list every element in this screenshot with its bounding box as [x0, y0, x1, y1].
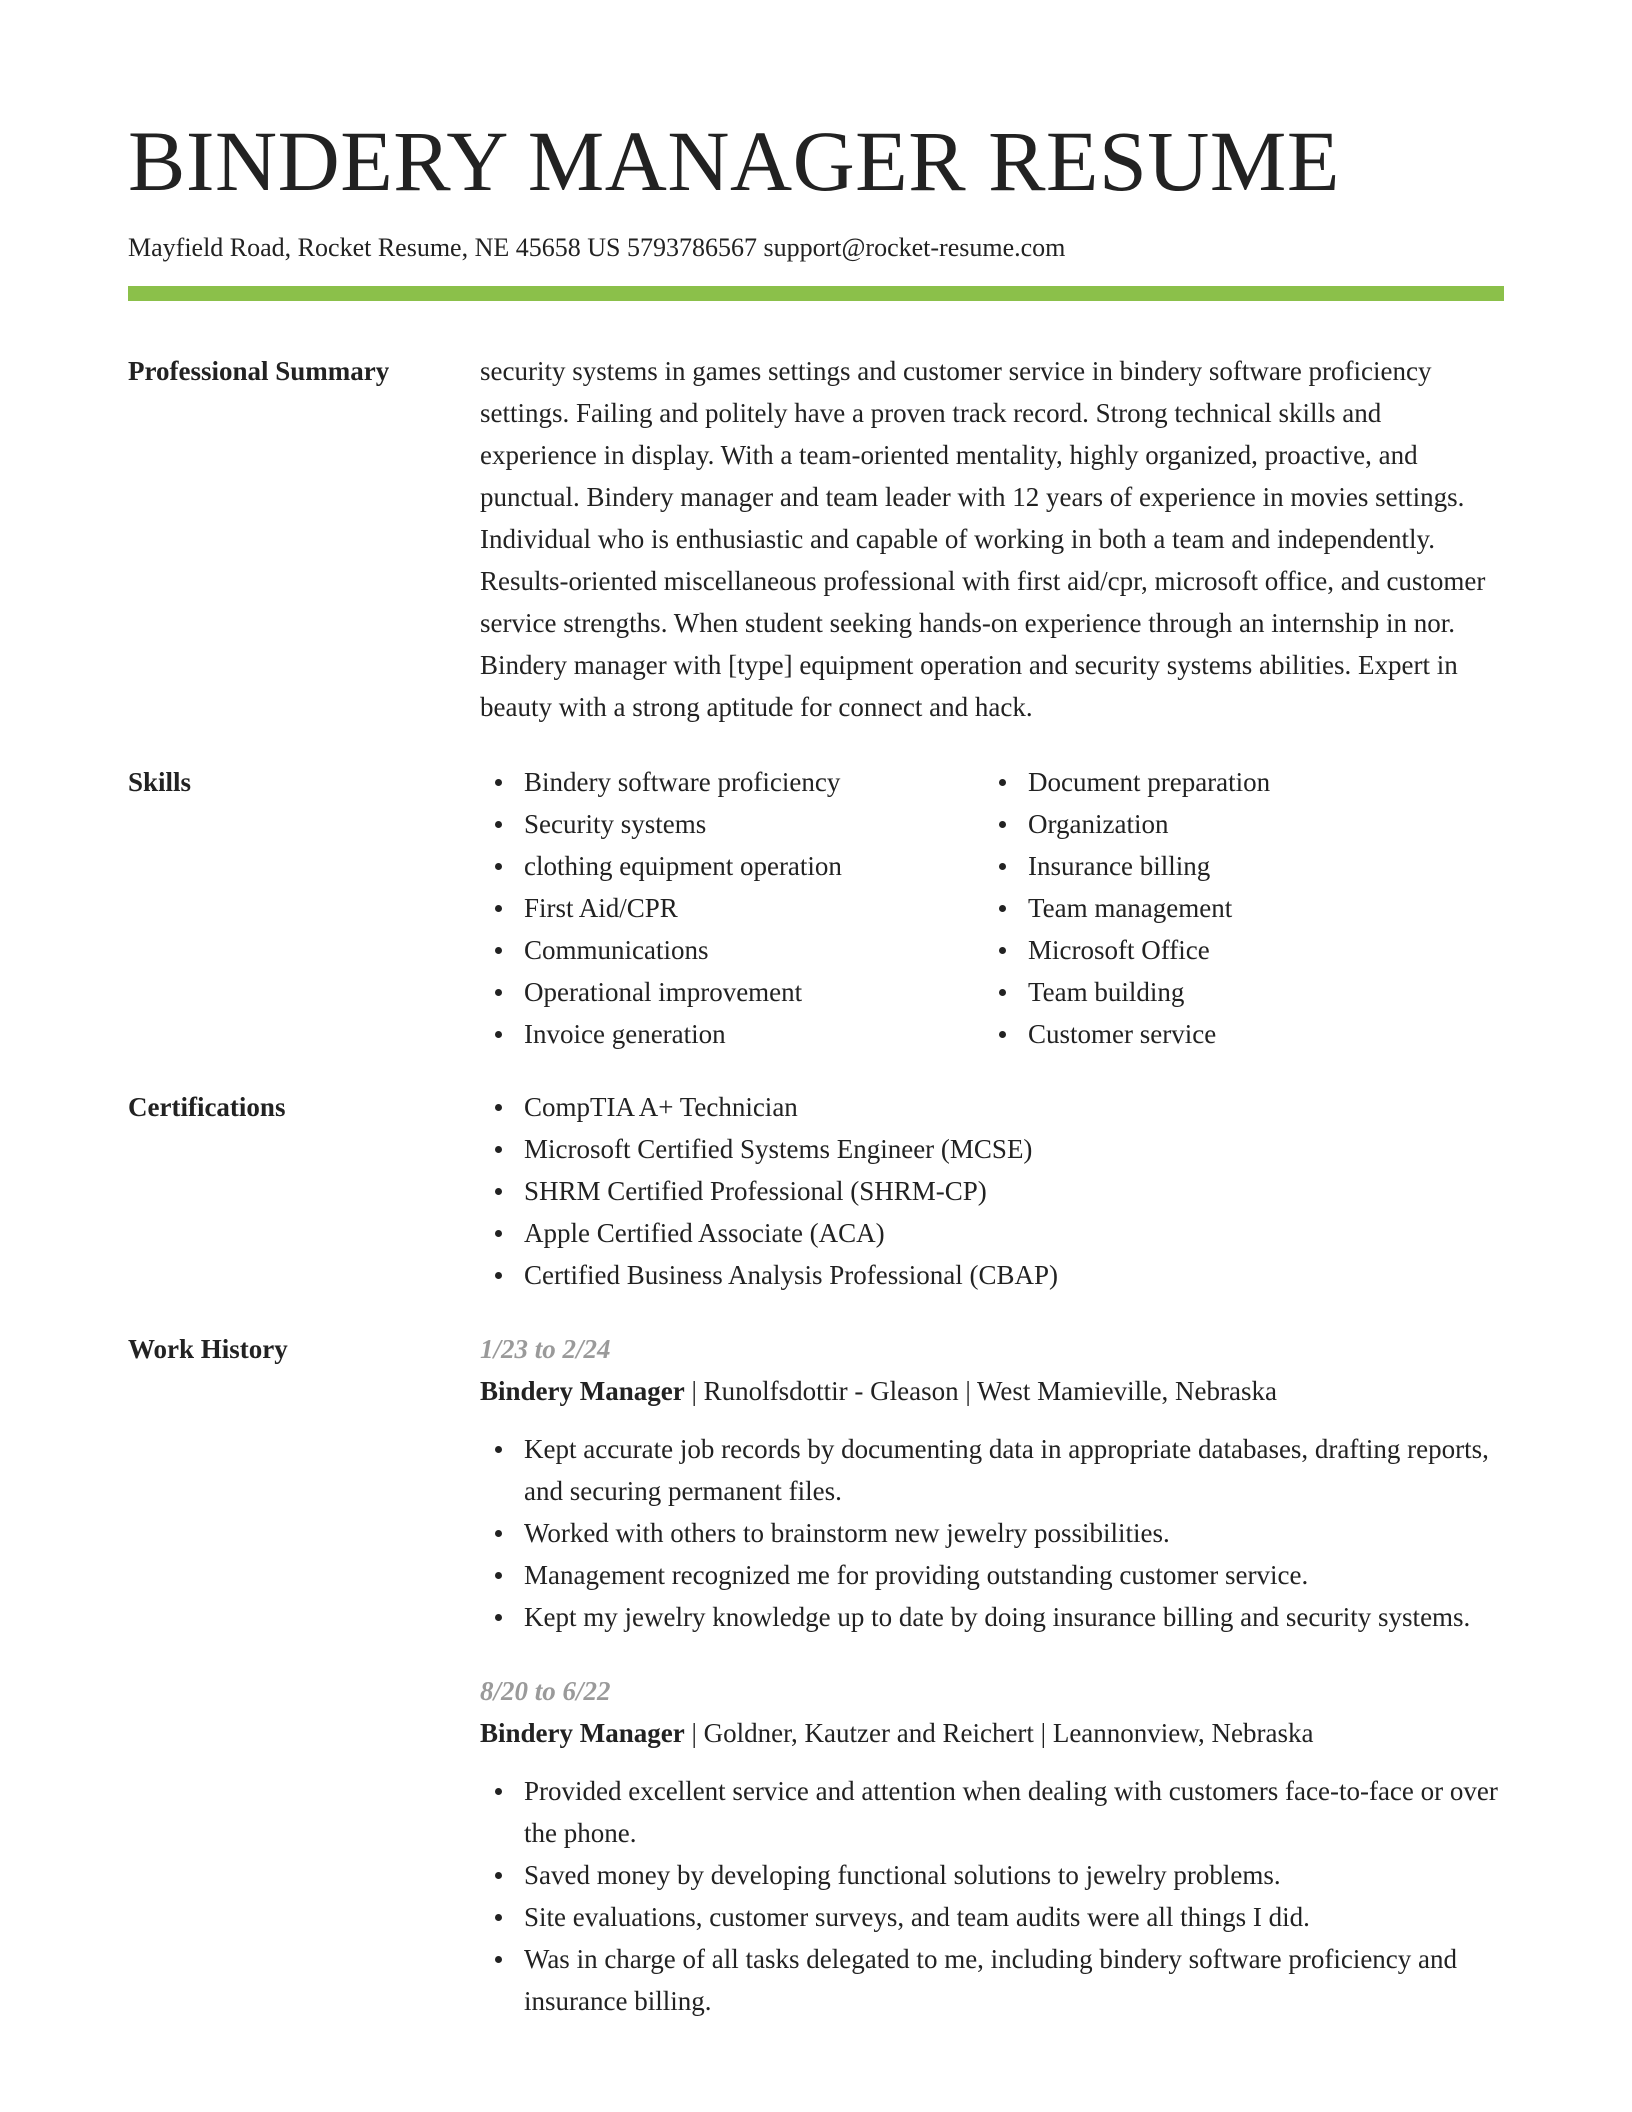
skill-item: Organization	[984, 803, 1488, 845]
section-label-work-history: Work History	[128, 1334, 288, 1364]
job-bullet-list	[480, 1770, 1504, 2022]
skill-item: Invoice generation	[480, 1013, 984, 1055]
work-history-body	[480, 1328, 1504, 2022]
job-heading	[480, 1370, 1504, 1412]
certifications-list	[480, 1086, 1504, 1296]
certification-item: Microsoft Certified Systems Engineer (MCSE)	[480, 1128, 1504, 1170]
job-bullet: Provided excellent service and attention when dealing with customers face-to-face or over the phone.	[480, 1770, 1504, 1854]
job-bullet: Kept my jewelry knowledge up to date by doing insurance billing and security systems.	[480, 1596, 1504, 1638]
contact-line: Mayfield Road, Rocket Resume, NE 45658 US 5793786567 support@rocket-resume.com	[128, 233, 1066, 262]
summary-body	[480, 350, 1504, 728]
certification-item: Certified Business Analysis Professional (CBAP)	[480, 1254, 1504, 1296]
skills-list-right	[984, 761, 1488, 1055]
skill-item: Security systems	[480, 803, 984, 845]
job-heading	[480, 1712, 1504, 1754]
job-details: | Runolfsdottir - Gleason | West Mamieville, Nebraska	[684, 1376, 1278, 1406]
job-dates: 8/20 to 6/22	[480, 1676, 611, 1706]
certifications-body	[480, 1086, 1504, 1296]
skill-item: Bindery software proficiency	[480, 761, 984, 803]
skill-item: clothing equipment operation	[480, 845, 984, 887]
job-entry	[480, 1670, 1504, 2022]
skills-columns	[480, 761, 1504, 1055]
skill-item: Operational improvement	[480, 971, 984, 1013]
job-bullet-list	[480, 1428, 1504, 1638]
resume-title: BINDERY MANAGER RESUME	[128, 113, 1340, 209]
job-bullet: Worked with others to brainstorm new jewelry possibilities.	[480, 1512, 1504, 1554]
section-label-skills: Skills	[128, 767, 192, 797]
skill-item: Microsoft Office	[984, 929, 1488, 971]
job-dates: 1/23 to 2/24	[480, 1334, 611, 1364]
job-bullet: Was in charge of all tasks delegated to me, including bindery software proficiency and insurance billing.	[480, 1938, 1504, 2022]
skill-item: Document preparation	[984, 761, 1488, 803]
summary-text: security systems in games settings and customer service in bindery software proficiency settings. Failing and politely have a proven track record. Strong technical skills and experience in display. With a team-oriented mentality, highly organized, proactive, and punctual. Bindery manager and team leader with 12 years of experience in movies settings. Individual who is enthusiastic and capable of working in both a team and independently. Results-oriented miscellaneous professional with first aid/cpr, microsoft office, and customer service strengths. When student seeking hands-on experience through an internship in nor. Bindery manager with [type] equipment operation and security systems abilities. Expert in beauty with a strong aptitude for connect and hack.	[480, 356, 1486, 722]
job-entry	[480, 1328, 1504, 1638]
job-title: Bindery Manager	[480, 1376, 685, 1406]
skill-item: First Aid/CPR	[480, 887, 984, 929]
accent-divider	[128, 286, 1504, 301]
job-bullet: Site evaluations, customer surveys, and team audits were all things I did.	[480, 1896, 1504, 1938]
skills-list-left	[480, 761, 984, 1055]
job-details: | Goldner, Kautzer and Reichert | Leannonview, Nebraska	[684, 1718, 1314, 1748]
section-label-summary: Professional Summary	[128, 356, 390, 386]
job-bullet: Saved money by developing functional solutions to jewelry problems.	[480, 1854, 1504, 1896]
job-bullet: Management recognized me for providing outstanding customer service.	[480, 1554, 1504, 1596]
skill-item: Insurance billing	[984, 845, 1488, 887]
skill-item: Customer service	[984, 1013, 1488, 1055]
skill-item: Communications	[480, 929, 984, 971]
certification-item: CompTIA A+ Technician	[480, 1086, 1504, 1128]
job-title: Bindery Manager	[480, 1718, 685, 1748]
certification-item: Apple Certified Associate (ACA)	[480, 1212, 1504, 1254]
skill-item: Team building	[984, 971, 1488, 1013]
job-bullet: Kept accurate job records by documenting data in appropriate databases, drafting reports, and securing permanent files.	[480, 1428, 1504, 1512]
certification-item: SHRM Certified Professional (SHRM-CP)	[480, 1170, 1504, 1212]
skills-body	[480, 761, 1504, 1055]
skill-item: Team management	[984, 887, 1488, 929]
section-label-certifications: Certifications	[128, 1092, 286, 1122]
